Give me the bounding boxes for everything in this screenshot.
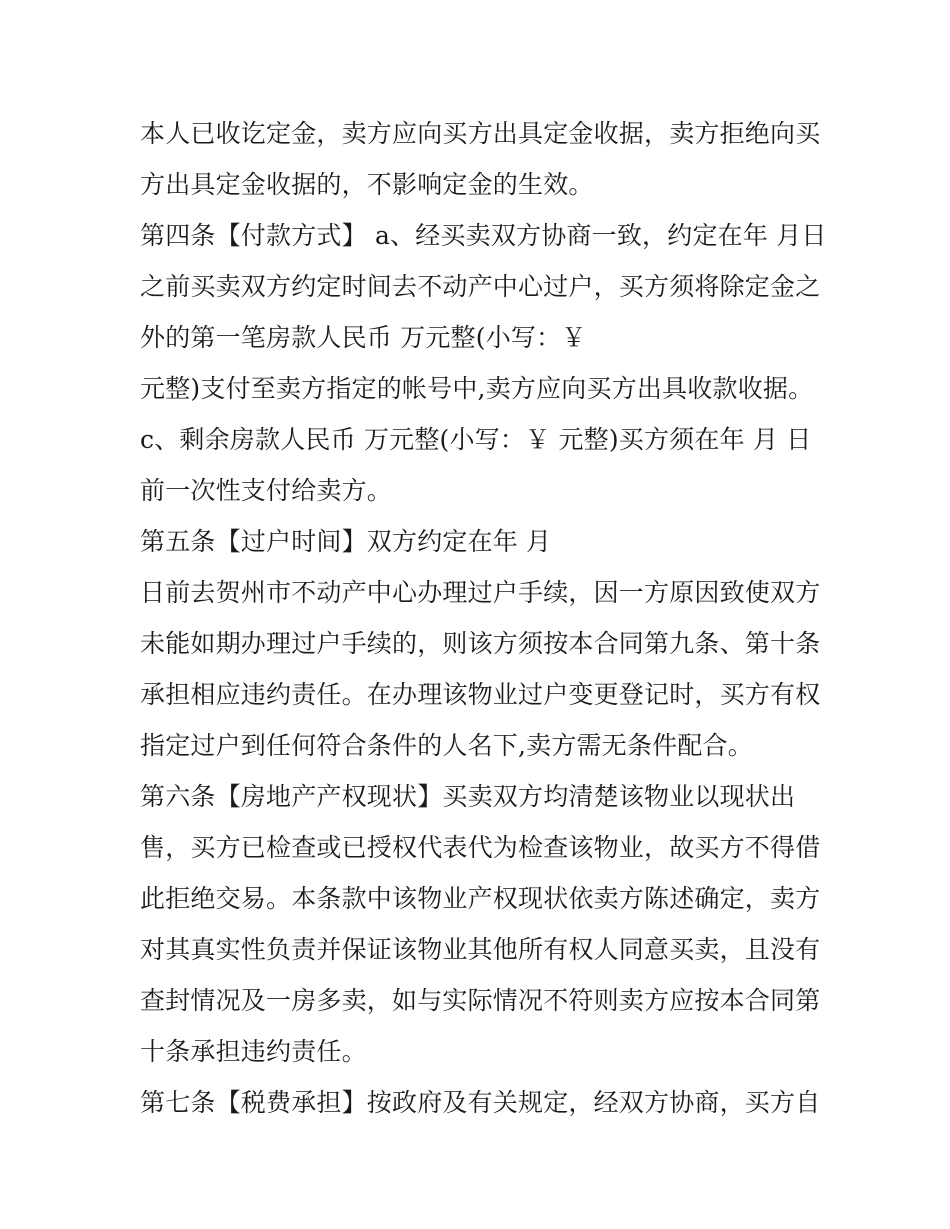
text-line: 方出具定金收据的，不影响定金的生效。 [140,170,594,199]
text-line: 未能如期办理过户手续的，则该方须按本合同第九条、第十条 [140,629,821,658]
text-line: 元整)支付至卖方指定的帐号中,卖方应向买方出具收款收据。 [140,374,814,403]
contract-text [140,108,827,1128]
text-line: 本人已收讫定金，卖方应向买方出具定金收据，卖方拒绝向买 [140,119,821,148]
clause-7-heading-line: 第七条【税费承担】按政府及有关规定，经双方协商，买方自 [140,1088,821,1117]
text-line: 之前买卖双方约定时间去不动产中心过户，买方须将除定金之 [140,272,821,301]
text-line: 指定过户到任何符合条件的人名下,卖方需无条件配合。 [140,731,753,760]
text-line: 对其真实性负责并保证该物业其他所有权人同意买卖，且没有 [140,935,821,964]
text-line: c、剩余房款人民币 万元整(小写：￥ 元整)买方须在年 月 日 [140,425,812,454]
text-line: 承担相应违约责任。在办理该物业过户变更登记时，买方有权 [140,680,821,709]
clause-6-heading-line: 第六条【房地产产权现状】买卖双方均清楚该物业以现状出 [140,782,796,811]
text-line: 此拒绝交易。本条款中该物业产权现状依卖方陈述确定，卖方 [140,884,821,913]
clause-5-heading-line: 第五条【过户时间】双方约定在年 月 [140,527,552,556]
clause-4-heading-line: 第四条【付款方式】 a、经买卖双方协商一致，约定在年 月日 [140,221,827,250]
text-line: 前一次性支付给卖方。 [140,476,393,505]
text-line: 外的第一笔房款人民币 万元整(小写：￥ [140,323,587,352]
text-line: 日前去贺州市不动产中心办理过户手续，因一方原因致使双方 [140,578,821,607]
text-line: 查封情况及一房多卖，如与实际情况不符则卖方应按本合同第 [140,986,821,1015]
text-line: 十条承担违约责任。 [140,1037,367,1066]
text-line: 售，买方已检查或已授权代表代为检查该物业，故买方不得借 [140,833,821,862]
